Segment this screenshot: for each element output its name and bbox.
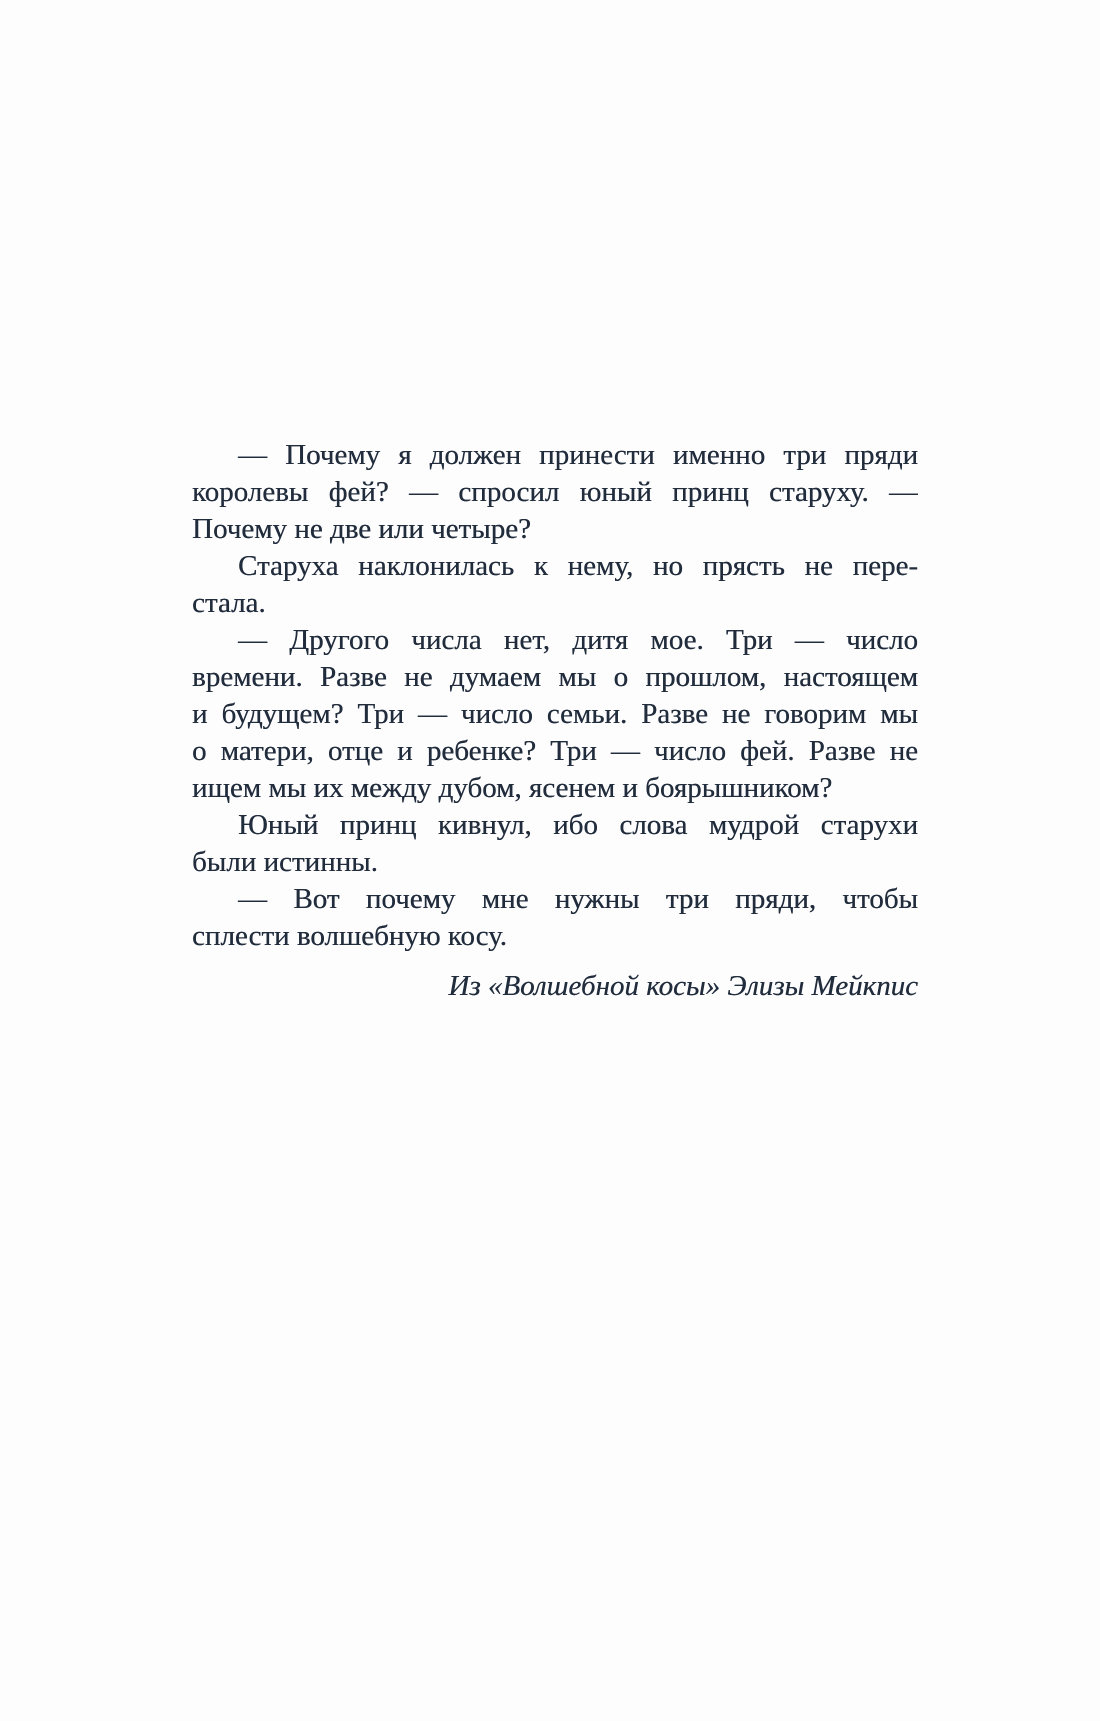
- text-line: и будущем? Три — число семьи. Разве не говорим мы: [192, 698, 918, 730]
- text-line: стала.: [192, 587, 266, 619]
- text-line: Старуха наклонилась к нему, но прясть не пере-: [238, 550, 918, 582]
- text-line: — Другого числа нет, дитя мое. Три — число: [238, 624, 918, 656]
- text-line: о матери, отце и ребенке? Три — число фей. Разве не: [192, 735, 918, 767]
- epigraph-text-block: [192, 437, 918, 1005]
- text-line: сплести волшебную косу.: [192, 920, 507, 952]
- text-line: были истинны.: [192, 846, 378, 878]
- text-line: — Вот почему мне нужны три пряди, чтобы: [238, 883, 918, 915]
- text-line: королевы фей? — спросил юный принц старуху. —: [192, 476, 918, 508]
- text-line: времени. Разве не думаем мы о прошлом, настоящем: [192, 661, 918, 693]
- text-line: Юный принц кивнул, ибо слова мудрой старухи: [238, 809, 918, 841]
- text-line: ищем мы их между дубом, ясенем и боярышником?: [192, 772, 833, 804]
- text-line: Почему не две или четыре?: [192, 513, 531, 545]
- epigraph-attribution: Из «Волшебной косы» Элизы Мейкпис: [448, 970, 918, 1002]
- text-line: — Почему я должен принести именно три пряди: [238, 439, 918, 471]
